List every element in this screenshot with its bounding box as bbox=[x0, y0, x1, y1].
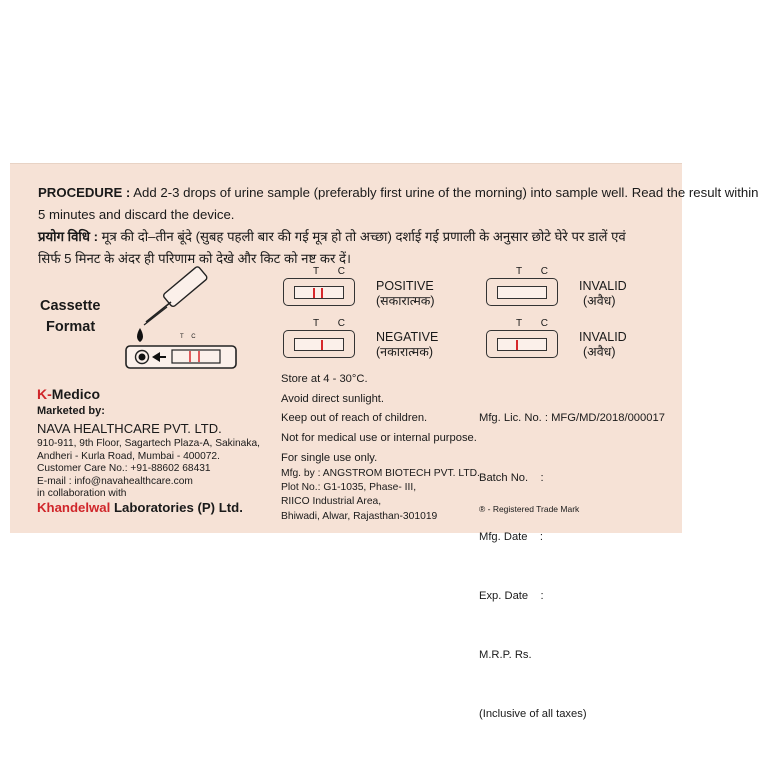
dropper-icon bbox=[144, 266, 208, 325]
negative-tc-label: T C bbox=[313, 318, 353, 329]
customer-care: Customer Care No.: +91-88602 68431 bbox=[37, 463, 211, 474]
positive-label bbox=[376, 279, 435, 309]
invalid1-label-hi: (अवैध) bbox=[583, 294, 616, 308]
email: E-mail : info@navahealthcare.com bbox=[37, 475, 193, 487]
batch-info bbox=[479, 370, 665, 764]
negative-device bbox=[283, 330, 355, 358]
mfg-line-4: Bhiwadi, Alwar, Rajasthan-301019 bbox=[281, 510, 438, 522]
positive-test-line bbox=[313, 288, 315, 298]
invalid1-tc-label: T C bbox=[516, 266, 556, 277]
negative-window bbox=[294, 338, 344, 351]
procedure-line-hi-1 bbox=[38, 226, 668, 248]
collaborator-name-red: Khandelwal bbox=[37, 500, 111, 515]
procedure-text-en-2: 5 minutes and discard the device. bbox=[38, 207, 235, 222]
company-address bbox=[37, 438, 260, 501]
invalid1-label-en: INVALID bbox=[579, 279, 627, 293]
invalid1-label bbox=[579, 279, 627, 309]
storage-line-3: Keep out of reach of children. bbox=[281, 412, 428, 425]
collaborator-name-rest: Laboratories (P) Ltd. bbox=[110, 500, 243, 515]
positive-window bbox=[294, 286, 344, 299]
collaboration-label: in collaboration with bbox=[37, 488, 127, 499]
positive-tc-label: T C bbox=[313, 266, 353, 277]
mrp: M.R.P. Rs. bbox=[479, 648, 532, 661]
mfg-line-1: Mfg. by : ANGSTROM BIOTECH PVT. LTD. bbox=[281, 468, 480, 479]
procedure-text-hi-1: मूत्र की दो–तीन बूंदे (सुबह पहली बार की गई मूत्र हो तो अच्छा) दर्शाई गई प्रणाली के अनुसार छोटे घेरे पर डालें एवं bbox=[98, 229, 626, 244]
negative-label-en: NEGATIVE bbox=[376, 330, 439, 344]
storage-line-2: Avoid direct sunlight. bbox=[281, 392, 385, 405]
procedure-text-en-1: Add 2-3 drops of urine sample (preferably first urine of the morning) into sample well. Read the result within bbox=[130, 185, 759, 200]
mfg-date: Mfg. Date : bbox=[479, 530, 544, 543]
storage-line-5: For single use only. bbox=[281, 451, 378, 464]
invalid2-tc-label: T C bbox=[516, 318, 556, 329]
positive-label-hi: (सकारात्मक) bbox=[376, 294, 435, 308]
negative-label bbox=[376, 330, 438, 360]
invalid2-label-en: INVALID bbox=[579, 330, 627, 344]
cassette-label-line2: Format bbox=[46, 319, 96, 335]
mfg-lic-no: Mfg. Lic. No. : MFG/MD/2018/000017 bbox=[479, 412, 665, 425]
cassette-tc-label: T C bbox=[180, 334, 199, 340]
address-line-1: 910-911, 9th Floor, Sagartech Plaza-A, Sakinaka, bbox=[37, 438, 260, 449]
positive-label-en: POSITIVE bbox=[376, 279, 434, 293]
inclusive-taxes: (Inclusive of all taxes) bbox=[479, 707, 587, 720]
negative-control-line bbox=[321, 340, 323, 350]
storage-line-4: Not for medical use or internal purpose. bbox=[281, 432, 477, 445]
mfg-line-2: Plot No.: G1-1035, Phase- III, bbox=[281, 482, 417, 494]
drop-icon bbox=[137, 328, 143, 342]
brand-prefix: K- bbox=[37, 386, 52, 402]
storage-line-1: Store at 4 - 30°C. bbox=[281, 373, 368, 385]
cassette-format-label bbox=[40, 296, 100, 338]
product-label bbox=[10, 163, 759, 720]
invalid2-window bbox=[497, 338, 547, 351]
cassette-window bbox=[172, 350, 220, 363]
invalid2-test-line bbox=[516, 340, 518, 350]
invalid1-device bbox=[486, 278, 558, 306]
trademark-note: ® - Registered Trade Mark bbox=[479, 504, 580, 514]
manufacturer-info bbox=[281, 467, 480, 524]
address-line-2: Andheri - Kurla Road, Mumbai - 400072. bbox=[37, 450, 220, 462]
invalid2-label bbox=[579, 330, 627, 360]
procedure-heading: PROCEDURE : bbox=[38, 185, 131, 200]
brand-name-text: Medico bbox=[51, 386, 101, 402]
invalid2-label-hi: (अवैध) bbox=[583, 345, 616, 359]
procedure-line-1 bbox=[38, 182, 759, 204]
exp-date: Exp. Date : bbox=[479, 589, 544, 602]
procedure-section bbox=[38, 182, 759, 270]
invalid2-device bbox=[486, 330, 558, 358]
negative-label-hi: (नकारात्मक) bbox=[376, 345, 434, 359]
positive-control-line bbox=[321, 288, 323, 298]
cassette-label-line1: Cassette bbox=[40, 298, 101, 314]
procedure-text-hi-2: सिर्फ 5 मिनट के अंदर ही परिणाम को देखे और किट को नष्ट कर दें। bbox=[38, 251, 352, 266]
collaborator-name bbox=[37, 500, 243, 515]
marketed-by-label: Marketed by: bbox=[37, 405, 105, 417]
brand-name bbox=[37, 386, 100, 402]
batch-no: Batch No. : bbox=[479, 471, 544, 484]
storage-instructions bbox=[281, 370, 477, 469]
procedure-heading-hi: प्रयोग विधि : bbox=[38, 229, 98, 244]
positive-device bbox=[283, 278, 355, 306]
invalid1-window bbox=[497, 286, 547, 299]
cassette-dropper-illustration bbox=[122, 266, 242, 374]
mfg-line-3: RIICO Industrial Area, bbox=[281, 496, 382, 508]
company-name: NAVA HEALTHCARE PVT. LTD. bbox=[37, 421, 222, 436]
